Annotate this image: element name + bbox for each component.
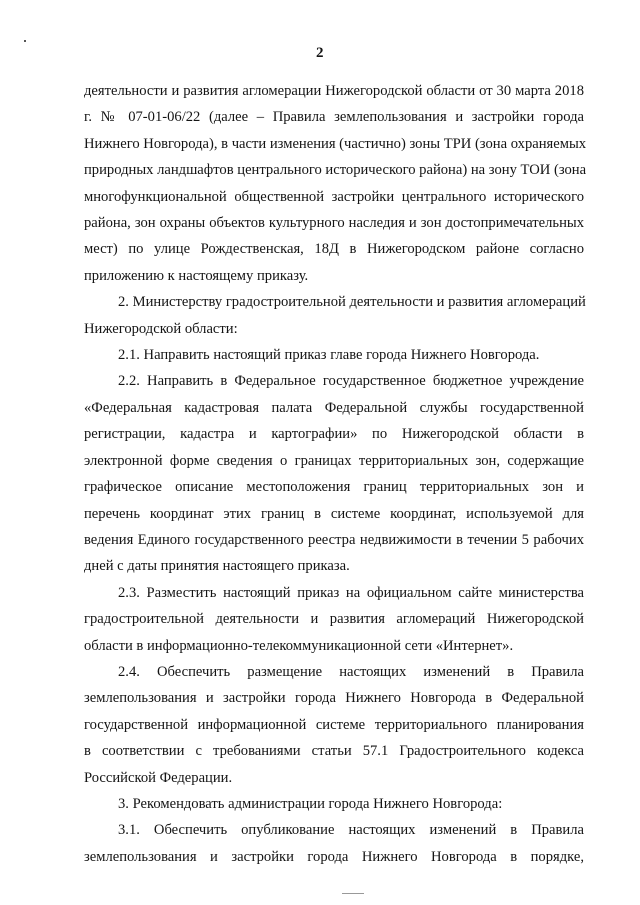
text-line: 3.1. Обеспечить опубликование настоящих изменений в Правила (118, 822, 584, 839)
paragraph-item-2-2 (84, 368, 584, 579)
text-line: Нижнего Новгорода), в части изменения (частично) зоны ТРИ (зона охраняемых (84, 135, 587, 152)
text-line: Российской Федерации. (84, 769, 233, 786)
text-line: мест) по улице Рождественская, 18Д в Нижегородском районе согласно (84, 241, 584, 258)
text-line: землепользования и застройки города Нижнего Новгорода в Федеральной (84, 690, 584, 707)
text-line: перечень координат этих границ в системе координат, используемой для (84, 505, 584, 522)
text-line: 2.1. Направить настоящий приказ главе города Нижнего Новгорода. (118, 347, 540, 364)
text-line: 2.3. Разместить настоящий приказ на официальном сайте министерства (118, 584, 584, 601)
scan-artifact-dot (24, 40, 26, 42)
text-line: приложению к настоящему приказу. (84, 267, 309, 284)
text-line: в соответствии с требованиями статьи 57.1 Градостроительного кодекса (84, 743, 584, 760)
text-line: природных ландшафтов центрального исторического района) на зону ТОИ (зона (84, 162, 587, 179)
text-line: района, зон охраны объектов культурного наследия и зон достопримечательных (84, 215, 584, 232)
paragraph-item-2-3 (84, 580, 584, 659)
text-line: 2. Министерству градостроительной деятельности и развития агломераций (118, 294, 586, 311)
paragraph-item-2-4 (84, 659, 584, 791)
paragraph-item-2-1 (84, 342, 584, 368)
page-number: 2 (316, 45, 324, 61)
text-line: области в информационно-телекоммуникационной сети «Интернет». (84, 637, 514, 654)
text-line: государственной информационной системе территориального планирования (84, 716, 584, 733)
scan-artifact-bottom (342, 893, 364, 894)
text-line: 3. Рекомендовать администрации города Нижнего Новгорода: (118, 795, 503, 812)
text-line: г. № 07-01-06/22 (далее – Правила землепользования и застройки города (84, 109, 584, 126)
text-line: электронной форме сведения о границах территориальных зон, содержащие (84, 452, 584, 469)
text-line: 2.4. Обеспечить размещение настоящих изменений в Правила (118, 663, 584, 680)
text-line: 2.2. Направить в Федеральное государственное бюджетное учреждение (118, 373, 584, 390)
paragraph-item-2 (84, 289, 584, 342)
text-line: регистрации, кадастра и картографии» по Нижегородской области в (84, 426, 584, 443)
text-line: градостроительной деятельности и развития агломераций Нижегородской (84, 611, 584, 628)
paragraph-continuation (84, 78, 587, 289)
document-body (84, 78, 587, 870)
text-line: Нижегородской области: (84, 320, 238, 337)
text-line: деятельности и развития агломерации Нижегородской области от 30 марта 2018 (84, 83, 584, 99)
text-line: графическое описание местоположения границ территориальных зон и (84, 479, 584, 496)
text-line: многофункциональной общественной застройки центрального исторического (84, 188, 584, 205)
text-line: дней с даты принятия настоящего приказа. (84, 558, 350, 575)
paragraph-item-3-1 (84, 817, 584, 870)
text-line: ведения Единого государственного реестра недвижимости в течении 5 рабочих (84, 531, 584, 548)
paragraph-item-3 (84, 791, 584, 817)
text-line: «Федеральная кадастровая палата Федеральной службы государственной (84, 399, 584, 416)
text-line: землепользования и застройки города Нижнего Новгорода в порядке, (84, 848, 584, 865)
